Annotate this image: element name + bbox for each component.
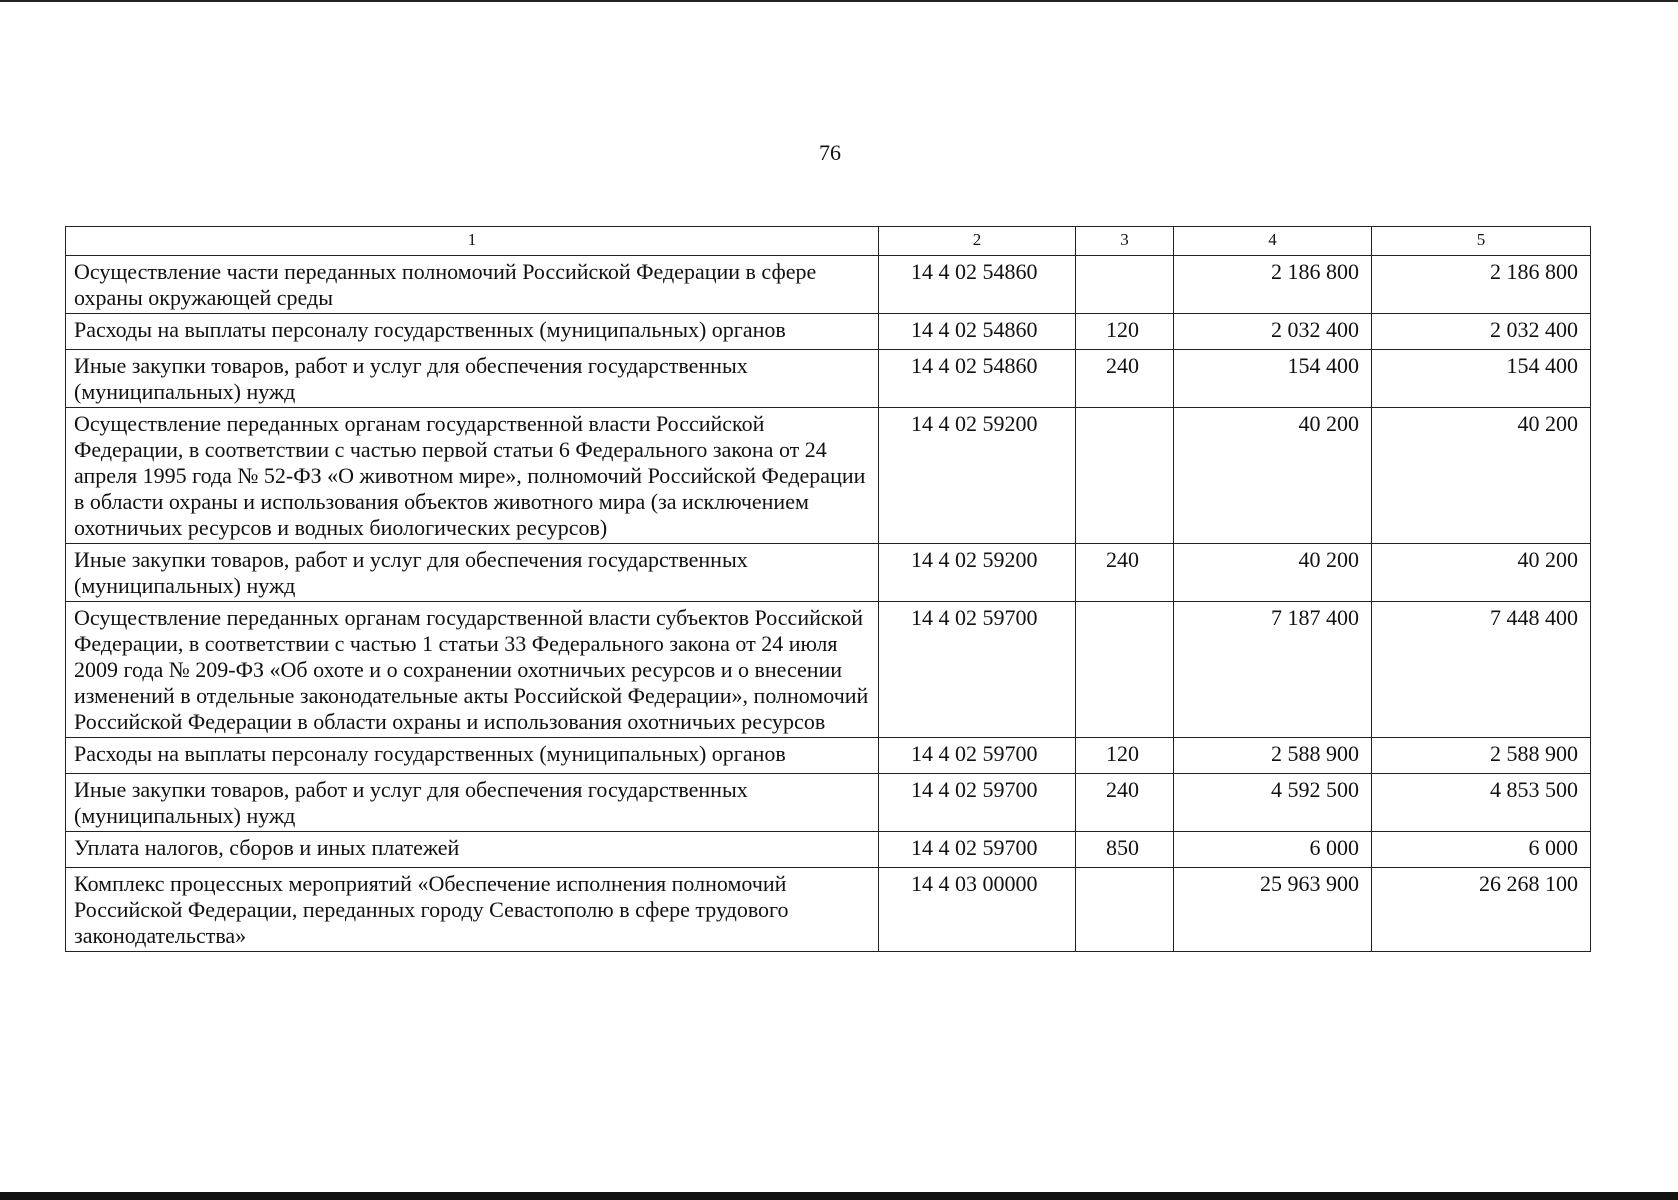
row-value-4: 2 032 400 bbox=[1174, 314, 1372, 350]
row-value-5: 26 268 100 bbox=[1372, 868, 1591, 952]
row-description: Иные закупки товаров, работ и услуг для обеспечения государственных (муниципальных) нужд bbox=[66, 350, 879, 408]
table-row bbox=[66, 350, 1591, 408]
row-code: 14 4 02 54860 bbox=[879, 256, 1076, 314]
row-description: Уплата налогов, сборов и иных платежей bbox=[66, 832, 879, 868]
table-row bbox=[66, 408, 1591, 544]
row-description: Расходы на выплаты персоналу государственных (муниципальных) органов bbox=[66, 314, 879, 350]
row-expense-type: 120 bbox=[1076, 314, 1174, 350]
row-value-4: 25 963 900 bbox=[1174, 868, 1372, 952]
row-value-5: 4 853 500 bbox=[1372, 774, 1591, 832]
table-row bbox=[66, 256, 1591, 314]
table-row bbox=[66, 738, 1591, 774]
row-code: 14 4 03 00000 bbox=[879, 868, 1076, 952]
table-row bbox=[66, 314, 1591, 350]
table-header-row bbox=[66, 227, 1591, 256]
row-code: 14 4 02 59700 bbox=[879, 774, 1076, 832]
row-code: 14 4 02 59200 bbox=[879, 408, 1076, 544]
table-row bbox=[66, 868, 1591, 952]
row-code: 14 4 02 59700 bbox=[879, 832, 1076, 868]
row-value-4: 4 592 500 bbox=[1174, 774, 1372, 832]
row-expense-type: 240 bbox=[1076, 350, 1174, 408]
column-header-2: 2 bbox=[879, 227, 1076, 256]
scan-top-edge bbox=[0, 0, 1678, 2]
table-row bbox=[66, 774, 1591, 832]
row-code: 14 4 02 54860 bbox=[879, 350, 1076, 408]
table-row bbox=[66, 832, 1591, 868]
row-value-5: 6 000 bbox=[1372, 832, 1591, 868]
row-value-5: 7 448 400 bbox=[1372, 602, 1591, 738]
column-header-3: 3 bbox=[1076, 227, 1174, 256]
column-header-4: 4 bbox=[1174, 227, 1372, 256]
row-code: 14 4 02 59200 bbox=[879, 544, 1076, 602]
row-description: Расходы на выплаты персоналу государственных (муниципальных) органов bbox=[66, 738, 879, 774]
row-description: Осуществление переданных органам государственной власти субъектов Российской Федерации, в соответствии с частью 1 статьи 33 Федерального закона от 24 июля 2009 года № 209-ФЗ «Об охоте и о сохранении охотничьих ресурсов и о внесении изменений в отдельные законодательные акты Российской Федерации», полномочий Российской Федерации в области охраны и использования охотничьих ресурсов bbox=[66, 602, 879, 738]
column-header-1: 1 bbox=[66, 227, 879, 256]
row-value-4: 2 186 800 bbox=[1174, 256, 1372, 314]
row-expense-type bbox=[1076, 256, 1174, 314]
row-value-4: 6 000 bbox=[1174, 832, 1372, 868]
row-value-4: 2 588 900 bbox=[1174, 738, 1372, 774]
row-expense-type: 240 bbox=[1076, 544, 1174, 602]
row-code: 14 4 02 59700 bbox=[879, 738, 1076, 774]
row-value-4: 40 200 bbox=[1174, 408, 1372, 544]
row-expense-type bbox=[1076, 602, 1174, 738]
row-value-5: 2 186 800 bbox=[1372, 256, 1591, 314]
row-expense-type: 120 bbox=[1076, 738, 1174, 774]
row-code: 14 4 02 54860 bbox=[879, 314, 1076, 350]
row-value-4: 7 187 400 bbox=[1174, 602, 1372, 738]
row-description: Комплекс процессных мероприятий «Обеспечение исполнения полномочий Российской Федерации, переданных городу Севастополю в сфере трудового законодательства» bbox=[66, 868, 879, 952]
row-value-4: 40 200 bbox=[1174, 544, 1372, 602]
table-row bbox=[66, 602, 1591, 738]
row-description: Иные закупки товаров, работ и услуг для обеспечения государственных (муниципальных) нужд bbox=[66, 774, 879, 832]
row-expense-type bbox=[1076, 868, 1174, 952]
row-expense-type bbox=[1076, 408, 1174, 544]
row-value-5: 2 032 400 bbox=[1372, 314, 1591, 350]
row-code: 14 4 02 59700 bbox=[879, 602, 1076, 738]
row-description: Осуществление части переданных полномочий Российской Федерации в сфере охраны окружающей среды bbox=[66, 256, 879, 314]
row-value-4: 154 400 bbox=[1174, 350, 1372, 408]
row-expense-type: 850 bbox=[1076, 832, 1174, 868]
table-row bbox=[66, 544, 1591, 602]
scan-bottom-edge bbox=[0, 1192, 1678, 1200]
page-number: 76 bbox=[819, 140, 841, 165]
row-value-5: 40 200 bbox=[1372, 544, 1591, 602]
row-value-5: 40 200 bbox=[1372, 408, 1591, 544]
row-value-5: 2 588 900 bbox=[1372, 738, 1591, 774]
row-expense-type: 240 bbox=[1076, 774, 1174, 832]
row-description: Осуществление переданных органам государственной власти Российской Федерации, в соответствии с частью первой статьи 6 Федерального закона от 24 апреля 1995 года № 52-ФЗ «О животном мире», полномочий Российской Федерации в области охраны и использования объектов животного мира (за исключением охотничьих ресурсов и водных биологических ресурсов) bbox=[66, 408, 879, 544]
row-description: Иные закупки товаров, работ и услуг для обеспечения государственных (муниципальных) нужд bbox=[66, 544, 879, 602]
row-value-5: 154 400 bbox=[1372, 350, 1591, 408]
budget-table bbox=[65, 226, 1591, 952]
column-header-5: 5 bbox=[1372, 227, 1591, 256]
